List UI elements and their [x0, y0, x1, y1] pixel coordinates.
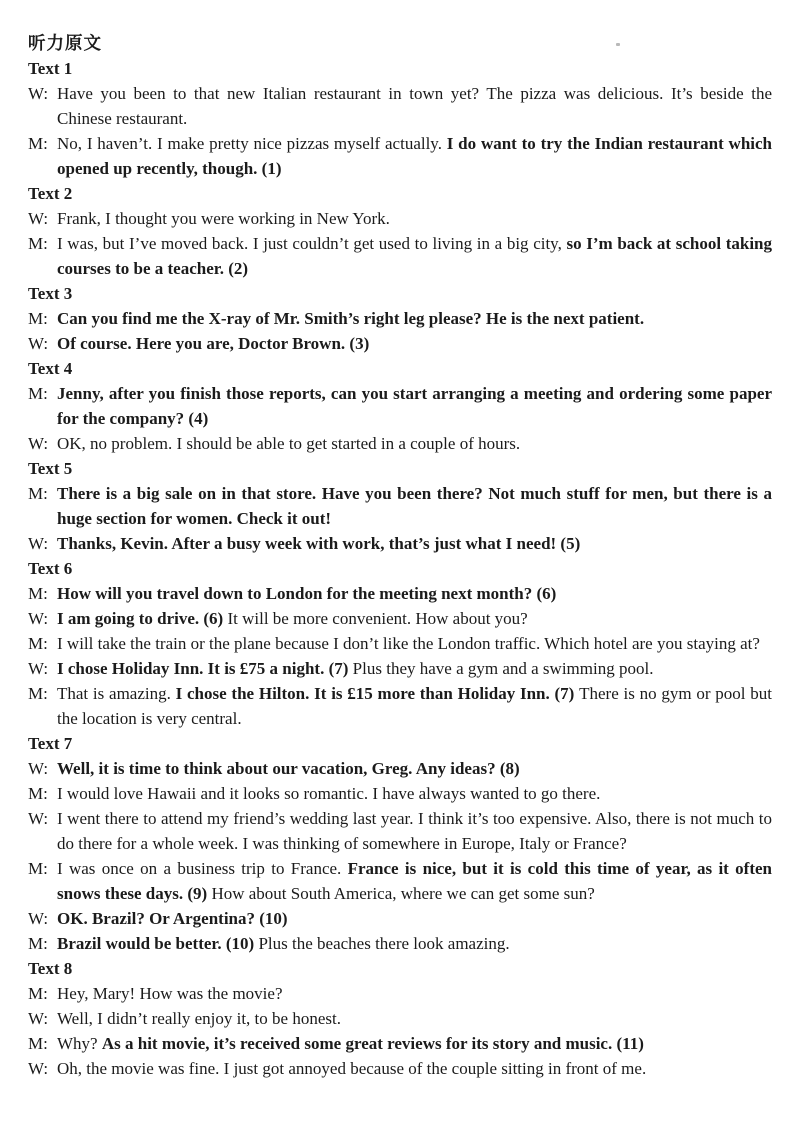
dialogue-line: [28, 806, 772, 856]
dialogue-segment: I went there to attend my friend’s wedding last year. I think it’s too expensive. Also, there is not much to do there for a whole week. I was thinking of somewhere in Europe, Italy or France?: [57, 809, 772, 853]
section-heading: Text 6: [28, 559, 73, 578]
speaker-label: W:: [28, 209, 49, 228]
section-heading: Text 4: [28, 359, 73, 378]
section-heading: Text 1: [28, 59, 73, 78]
dialogue-line: [28, 1031, 772, 1056]
dialogue-segment: OK, no problem. I should be able to get started in a couple of hours.: [57, 434, 521, 453]
dialogue-line: [28, 431, 772, 456]
dialogue-line: [28, 1006, 772, 1031]
dialogue-line: [28, 581, 772, 606]
scan-artifact-dot: [616, 43, 620, 46]
answer-segment: I do want to try the Indian restaurant which opened up recently, though. (1): [57, 134, 773, 178]
dialogue-line: [28, 906, 772, 931]
speaker-label: W:: [28, 534, 49, 553]
answer-segment: Thanks, Kevin. After a busy week with work, that’s just what I need! (5): [57, 534, 581, 553]
dialogue-line: [28, 856, 772, 906]
dialogue-line: [28, 981, 772, 1006]
answer-segment: There is a big sale on in that store. Have you been there? Not much stuff for men, but there is a huge section for women. Check it out!: [57, 484, 772, 528]
answer-segment: How will you travel down to London for the meeting next month? (6): [57, 584, 557, 603]
dialogue-segment: It will be more convenient. How about you?: [227, 609, 528, 628]
speaker-label: W:: [28, 1009, 49, 1028]
section-heading: Text 8: [28, 959, 73, 978]
dialogue-segment: I was once on a business trip to France.: [57, 859, 348, 878]
speaker-label: M:: [28, 684, 48, 703]
speaker-label: M:: [28, 309, 48, 328]
speaker-label: W:: [28, 809, 49, 828]
speaker-label: W:: [28, 434, 49, 453]
answer-segment: I am going to drive. (6): [57, 609, 228, 628]
dialogue-segment: Frank, I thought you were working in New York.: [57, 209, 390, 228]
answer-segment: Well, it is time to think about our vacation, Greg. Any ideas? (8): [57, 759, 520, 778]
section-heading: Text 2: [28, 184, 73, 203]
section-heading: Text 3: [28, 284, 73, 303]
speaker-label: M:: [28, 384, 48, 403]
dialogue-segment: Well, I didn’t really enjoy it, to be honest.: [57, 1009, 341, 1028]
answer-segment: Brazil would be better. (10): [57, 934, 259, 953]
answer-segment: so I’m back at school taking courses to be a teacher. (2): [57, 234, 772, 278]
answer-segment: As a hit movie, it’s received some great reviews for its story and music. (11): [101, 1034, 644, 1053]
speaker-label: M:: [28, 484, 48, 503]
speaker-label: M:: [28, 234, 48, 253]
sections: [28, 56, 772, 1081]
speaker-label: M:: [28, 584, 48, 603]
dialogue-segment: I was, but I’ve moved back. I just couldn’t get used to living in a big city,: [57, 234, 567, 253]
dialogue-line: [28, 631, 772, 656]
dialogue-line: [28, 81, 772, 131]
speaker-label: W:: [28, 334, 49, 353]
speaker-label: W:: [28, 1059, 49, 1078]
answer-segment: Jenny, after you finish those reports, can you start arranging a meeting and ordering some paper for the company? (4): [57, 384, 772, 428]
dialogue-segment: I will take the train or the plane because I don’t like the London traffic. Which hotel are you staying at?: [57, 634, 760, 653]
dialogue-segment: Why?: [57, 1034, 102, 1053]
dialogue-line: [28, 931, 772, 956]
dialogue-line: [28, 781, 772, 806]
speaker-label: M:: [28, 784, 48, 803]
speaker-label: M:: [28, 634, 48, 653]
dialogue-line: [28, 681, 772, 731]
dialogue-line: [28, 231, 772, 281]
speaker-label: M:: [28, 984, 48, 1003]
section-heading: Text 7: [28, 734, 73, 753]
answer-segment: Can you find me the X-ray of Mr. Smith’s right leg please? He is the next patient.: [57, 309, 645, 328]
dialogue-line: [28, 306, 772, 331]
answer-segment: I chose Holiday Inn. It is £75 a night. (7): [57, 659, 353, 678]
speaker-label: M:: [28, 934, 48, 953]
dialogue-line: [28, 1056, 772, 1081]
dialogue-segment: I would love Hawaii and it looks so romantic. I have always wanted to go there.: [57, 784, 601, 803]
dialogue-segment: That is amazing.: [57, 684, 176, 703]
dialogue-segment: How about South America, where we can get some sun?: [211, 884, 595, 903]
dialogue-segment: There is no gym or pool but the location is very central.: [57, 684, 773, 728]
answer-segment: Of course. Here you are, Doctor Brown. (3): [57, 334, 370, 353]
page-title: 听力原文: [28, 33, 102, 53]
speaker-label: W:: [28, 909, 49, 928]
speaker-label: M:: [28, 134, 48, 153]
dialogue-line: [28, 381, 772, 431]
dialogue-line: [28, 756, 772, 781]
dialogue-line: [28, 206, 772, 231]
dialogue-line: [28, 331, 772, 356]
answer-segment: OK. Brazil? Or Argentina? (10): [57, 909, 288, 928]
dialogue-segment: Plus they have a gym and a swimming pool.: [352, 659, 654, 678]
answer-segment: France is nice, but it is cold this time of year, as it often snows these days. (9): [57, 859, 772, 903]
speaker-label: W:: [28, 759, 49, 778]
dialogue-line: [28, 656, 772, 681]
dialogue-segment: Oh, the movie was fine. I just got annoyed because of the couple sitting in front of me.: [57, 1059, 647, 1078]
dialogue-line: [28, 131, 772, 181]
dialogue-segment: No, I haven’t. I make pretty nice pizzas myself actually.: [57, 134, 447, 153]
speaker-label: W:: [28, 659, 49, 678]
section-heading: Text 5: [28, 459, 73, 478]
dialogue-line: [28, 531, 772, 556]
speaker-label: M:: [28, 859, 48, 878]
speaker-label: W:: [28, 609, 49, 628]
answer-segment: I chose the Hilton. It is £15 more than Holiday Inn. (7): [175, 684, 580, 703]
dialogue-line: [28, 481, 772, 531]
speaker-label: W:: [28, 84, 49, 103]
dialogue-segment: Have you been to that new Italian restaurant in town yet? The pizza was delicious. It’s beside the Chinese restaurant.: [57, 84, 772, 128]
dialogue-line: [28, 606, 772, 631]
dialogue-segment: Plus the beaches there look amazing.: [258, 934, 510, 953]
dialogue-segment: Hey, Mary! How was the movie?: [57, 984, 283, 1003]
speaker-label: M:: [28, 1034, 48, 1053]
